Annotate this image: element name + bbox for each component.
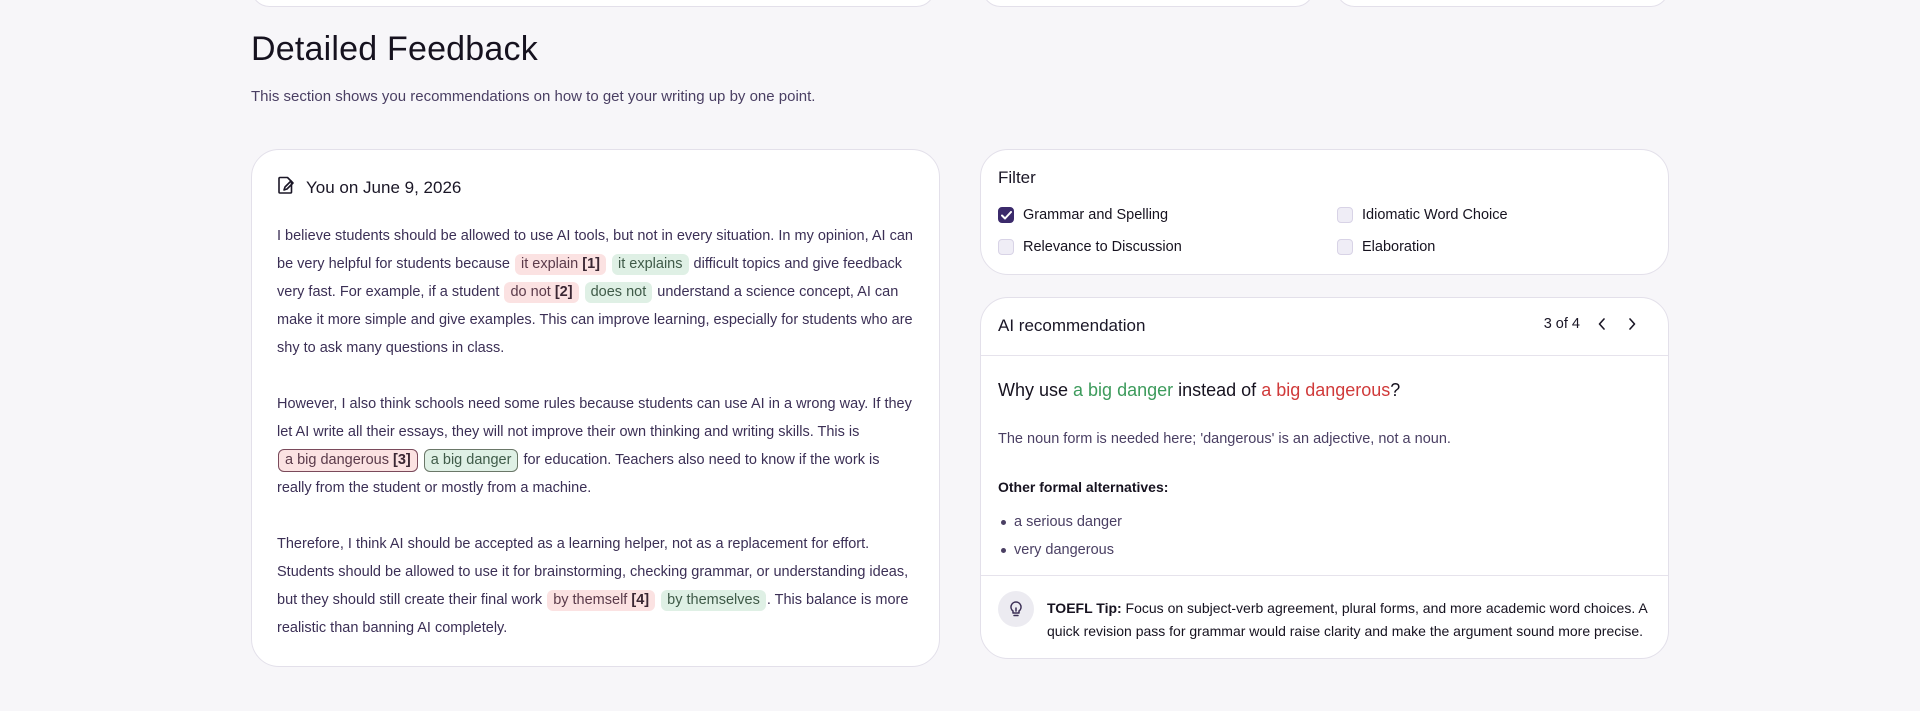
filter-card (980, 149, 1669, 275)
error-chip-1[interactable] (515, 254, 606, 275)
edit-document-icon (276, 175, 296, 200)
fix-chip-3[interactable]: a big danger (424, 449, 519, 472)
checkbox-checked[interactable] (998, 207, 1014, 223)
filter-option-label: Elaboration (1362, 239, 1436, 255)
error-text: by themself (553, 592, 628, 608)
essay-header (276, 175, 461, 200)
divider (981, 355, 1668, 356)
top-card-2 (982, 0, 1314, 7)
error-chip-4[interactable] (547, 590, 655, 611)
essay-paragraph-3 (277, 530, 917, 642)
filter-option-label: Relevance to Discussion (1023, 239, 1182, 255)
filter-option-elaboration[interactable] (1337, 239, 1435, 255)
checkbox-unchecked[interactable] (1337, 239, 1353, 255)
ai-recommendation-card (980, 297, 1669, 659)
alternative-item: very dangerous (998, 536, 1122, 564)
essay-text: Therefore, I think AI should be accepted as a learning helper, not as a replacement for effort. Students should be allowed to use it for brainstorming, checking grammar, or understanding ideas, but they should still create their final work (277, 536, 909, 608)
original-phrase: a big dangerous (1261, 380, 1391, 400)
recommendation-explanation: The noun form is needed here; 'dangerous' is an adjective, not a noun. (998, 431, 1451, 447)
top-card-1 (251, 0, 935, 7)
essay-text: difficult topics and give feedback very fast. For example, if a student (277, 256, 903, 300)
error-ref: [2] (554, 284, 573, 300)
divider (981, 575, 1668, 576)
essay-text: . This balance is more realistic than banning AI completely. (277, 592, 909, 636)
essay-text: I believe students should be allowed to use AI tools, but not in every situation. In my opinion, AI can be very helpful for students because (277, 228, 913, 272)
ai-title: AI recommendation (998, 316, 1146, 335)
toefl-tip (1047, 597, 1657, 643)
essay-text: However, I also think schools need some rules because students can use AI in a wrong way. If they let AI write all their essays, they will not improve their own thinking and writing skills. This is (277, 396, 912, 440)
checkbox-unchecked[interactable] (998, 239, 1014, 255)
filter-option-label: Idiomatic Word Choice (1362, 207, 1508, 223)
fix-chip-4[interactable]: by themselves (661, 590, 766, 611)
error-chip-3[interactable] (278, 449, 418, 472)
error-text: it explain (520, 256, 579, 272)
error-text: do not (510, 284, 551, 300)
essay-paragraph-2 (277, 390, 917, 502)
chevron-right-icon[interactable] (1624, 316, 1640, 332)
alternatives-title: Other formal alternatives: (998, 479, 1169, 495)
alternatives-list (998, 508, 1122, 564)
page-subtitle: This section shows you recommendations on how to get your writing up by one point. (251, 88, 816, 105)
question-text: instead of (1173, 380, 1262, 400)
filter-option-idiomatic[interactable] (1337, 207, 1508, 223)
pager-count: 3 of 4 (1543, 316, 1580, 332)
fix-chip-2[interactable]: does not (585, 282, 653, 303)
checkbox-unchecked[interactable] (1337, 207, 1353, 223)
alternative-item: a serious danger (998, 508, 1122, 536)
check-icon (1001, 211, 1012, 220)
filter-option-grammar[interactable] (998, 207, 1168, 223)
fix-chip-1[interactable]: it explains (612, 254, 688, 275)
filter-option-label: Grammar and Spelling (1023, 207, 1169, 223)
top-card-3 (1336, 0, 1669, 7)
error-chip-2[interactable] (504, 282, 578, 303)
pager (1544, 316, 1640, 332)
tip-text: Focus on subject-verb agreement, plural forms, and more academic word choices. A quick revision pass for grammar would raise clarity and make the argument sound more precise. (1047, 600, 1647, 639)
lightbulb-icon (998, 591, 1034, 627)
essay-card (251, 149, 940, 667)
error-text: a big dangerous (285, 452, 389, 468)
error-ref: [3] (393, 452, 411, 468)
essay-body (277, 222, 917, 670)
essay-paragraph-1 (277, 222, 917, 362)
question-text: Why use (998, 380, 1074, 400)
filter-option-relevance[interactable] (998, 239, 1182, 255)
error-ref: [4] (631, 592, 650, 608)
error-ref: [1] (582, 256, 600, 272)
question-text: ? (1390, 380, 1401, 400)
page-title: Detailed Feedback (251, 30, 538, 68)
chevron-left-icon[interactable] (1594, 316, 1610, 332)
tip-label: TOEFL Tip: (1047, 600, 1122, 616)
suggested-phrase: a big danger (1073, 380, 1174, 400)
essay-text: for education. Teachers also need to know if the work is really from the student or mostly from a machine. (277, 452, 880, 496)
essay-title: You on June 9, 2026 (306, 177, 462, 197)
recommendation-question (998, 380, 1400, 401)
filter-title: Filter (998, 168, 1036, 187)
essay-text: understand a science concept, AI can make it more simple and give examples. This can improve learning, especially for students who are shy to ask many questions in class. (277, 284, 913, 356)
